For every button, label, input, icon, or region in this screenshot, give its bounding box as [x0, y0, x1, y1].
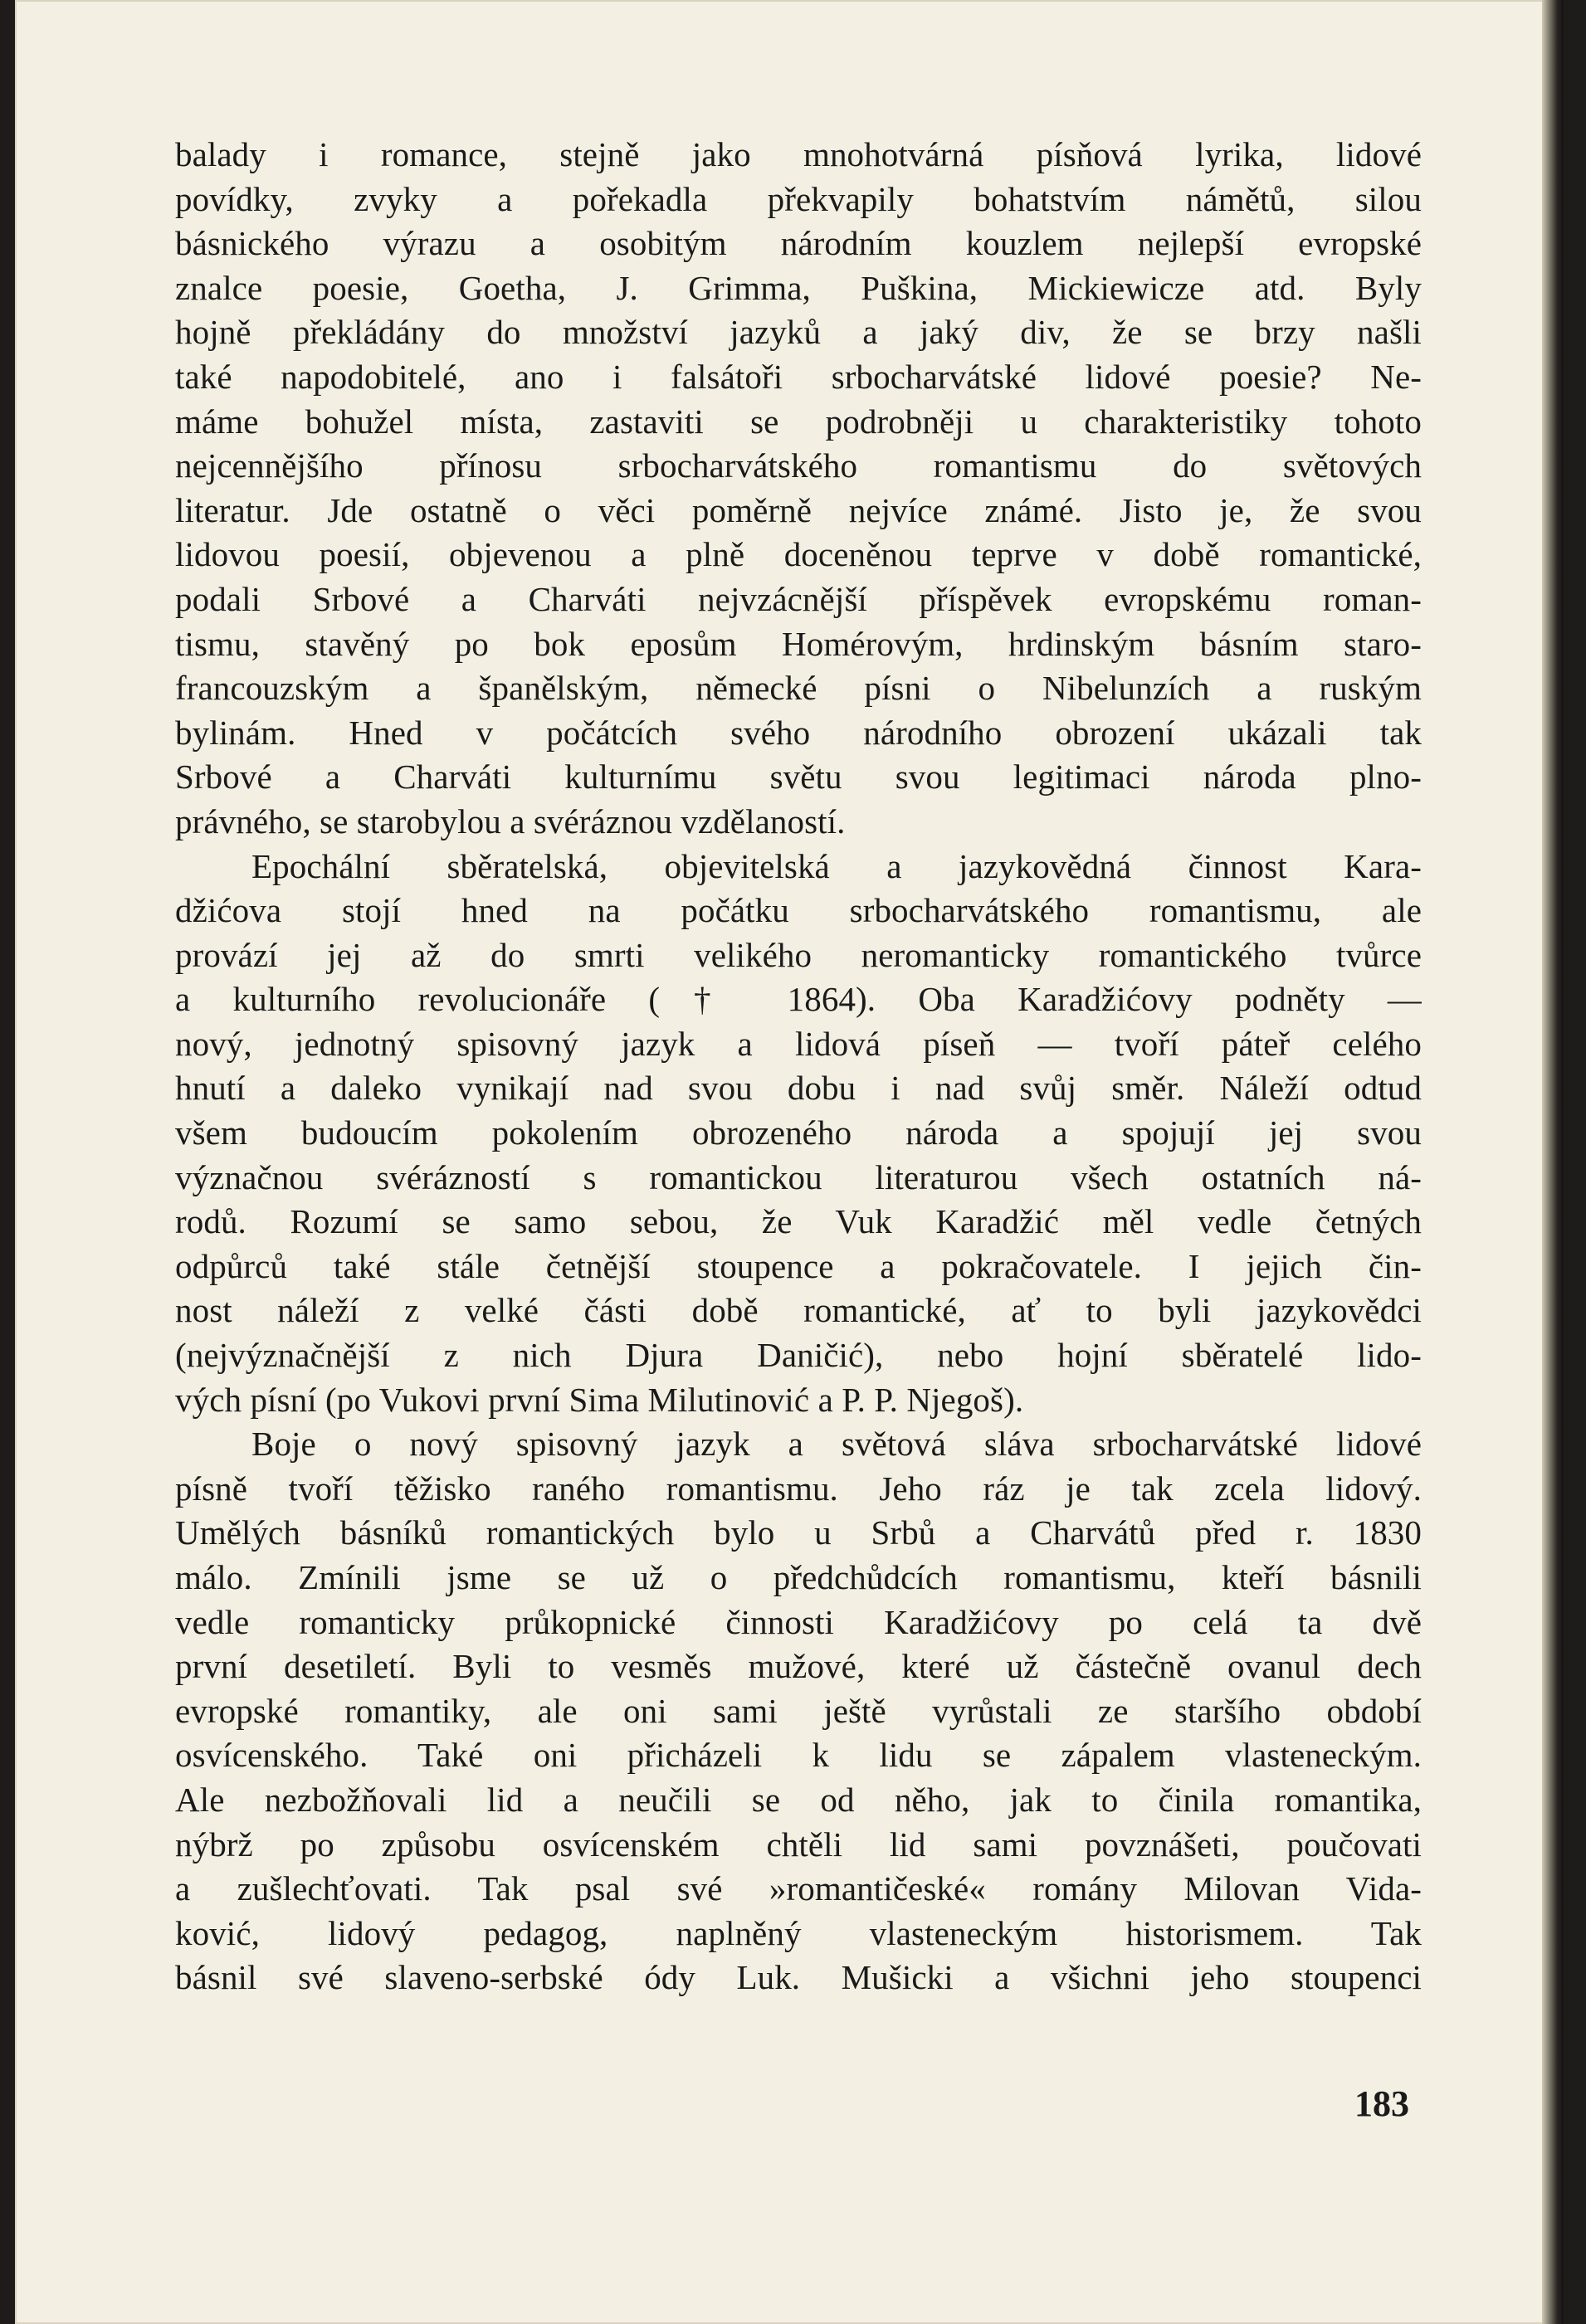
text-line: nový, jednotný spisovný jazyk a lidová píseň — tvoří páteř celého — [175, 1024, 1422, 1063]
text-line: vedle romanticky průkopnické činnosti Karadžićovy po celá ta dvě — [175, 1602, 1422, 1641]
text-line: Umělých básníků romantických bylo u Srbů a Charvátů před r. 1830 — [175, 1513, 1422, 1552]
text-line: odpůrců také stále četnější stoupence a pokračovatele. I jejich čin- — [175, 1246, 1422, 1285]
text-line: francouzským a španělským, německé písni o Nibelunzích a ruským — [175, 669, 1422, 708]
text-line: znalce poesie, Goetha, J. Grimma, Puškina, Mickiewicze atd. Byly — [175, 268, 1422, 307]
text-line: osvícenského. Také oni přicházeli k lidu se zápalem vlasteneckým. — [175, 1736, 1422, 1775]
text-line: hnutí a daleko vynikají nad svou dobu i nad svůj směr. Náleží odtud — [175, 1069, 1422, 1108]
text-line: nýbrž po způsobu osvícenském chtěli lid sami povznášeti, poučovati — [175, 1825, 1422, 1864]
text-line: Srbové a Charváti kulturnímu světu svou legitimaci národa plno- — [175, 758, 1422, 797]
text-line: písně tvoří těžisko raného romantismu. Jeho ráz je tak zcela lidový. — [175, 1469, 1422, 1508]
text-line: a zušlechťovati. Tak psal své »romantičeské« romány Milovan Vida- — [175, 1869, 1422, 1908]
text-line: první desetiletí. Byli to vesměs mužové, které už částečně ovanul dech — [175, 1647, 1422, 1686]
book-page — [15, 0, 1564, 2324]
text-line: bylinám. Hned v počátcích svého národního obrození ukázali tak — [175, 713, 1422, 752]
text-line: všem budoucím pokolením obrozeného národa a spojují jej svou — [175, 1113, 1422, 1152]
text-line: nejcennějšího přínosu srbocharvátského romantismu do světových — [175, 446, 1422, 485]
text-line: evropské romantiky, ale oni sami ještě vyrůstali ze staršího období — [175, 1691, 1422, 1730]
text-line: Epochální sběratelská, objevitelská a jazykovědná činnost Kara- — [251, 846, 1422, 885]
text-line: vých písní (po Vukovi první Sima Milutinović a P. P. Njegoš). — [175, 1380, 1024, 1419]
text-line: lidovou poesií, objevenou a plně doceněnou teprve v době romantické, — [175, 535, 1422, 574]
text-line: máme bohužel místa, zastaviti se podrobněji u charakteristiky tohoto — [175, 402, 1422, 441]
text-line: Boje o nový spisovný jazyk a světová sláva srbocharvátské lidové — [251, 1425, 1422, 1464]
text-line: rodů. Rozumí se samo sebou, že Vuk Karadžić měl vedle četných — [175, 1202, 1422, 1241]
paragraph-2 — [175, 845, 1422, 1423]
text-line: také napodobitelé, ano i falsátoři srbocharvátské lidové poesie? Ne- — [175, 357, 1422, 396]
text-line: tismu, stavěný po bok eposům Homérovým, hrdinským básním staro- — [175, 624, 1422, 663]
text-line: povídky, zvyky a pořekadla překvapily bohatstvím námětů, silou — [175, 179, 1422, 218]
text-line: podali Srbové a Charváti nejvzácnější příspěvek evropskému roman- — [175, 579, 1422, 618]
text-line: básnil své slaveno-serbské ódy Luk. Mušicki a všichni jeho stoupenci — [175, 1958, 1422, 1997]
text-line: básnického výrazu a osobitým národním kouzlem nejlepší evropské — [175, 224, 1422, 263]
text-line: nost náleží z velké části době romantické, ať to byli jazykovědci — [175, 1291, 1422, 1330]
text-line: význačnou svérázností s romantickou literaturou všech ostatních ná- — [175, 1157, 1422, 1196]
text-line: (nejvýznačnější z nich Djura Daničić), nebo hojní sběratelé lido- — [175, 1336, 1422, 1375]
text-line: málo. Zmínili jsme se už o předchůdcích romantismu, kteří básnili — [175, 1558, 1422, 1596]
text-line: ković, lidový pedagog, naplněný vlasteneckým historismem. Tak — [175, 1913, 1422, 1952]
text-line: literatur. Jde ostatně o věci poměrně nejvíce známé. Jisto je, že svou — [175, 490, 1422, 529]
text-line: právného, se starobylou a svéráznou vzdělaností. — [175, 801, 846, 840]
text-line: balady i romance, stejně jako mnohotvárná písňová lyrika, lidové — [175, 135, 1422, 173]
page-edge-shadow — [1542, 0, 1564, 2324]
text-line: hojně překládány do množství jazyků a jaký div, že se brzy našli — [175, 313, 1422, 352]
paragraph-3 — [175, 1422, 1422, 2000]
text-line: a kulturního revolucionáře († 1864). Oba Karadžićovy podněty — — [175, 980, 1422, 1019]
text-line: provází jej až do smrti velikého neromanticky romantického tvůrce — [175, 935, 1422, 974]
paragraph-1 — [175, 133, 1422, 845]
body-text — [175, 133, 1422, 2000]
text-line: džićova stojí hned na počátku srbocharvátského romantismu, ale — [175, 891, 1422, 930]
page-number: 183 — [1354, 2083, 1409, 2124]
text-line: Ale nezbožňovali lid a neučili se od něho, jak to činila romantika, — [175, 1780, 1422, 1819]
